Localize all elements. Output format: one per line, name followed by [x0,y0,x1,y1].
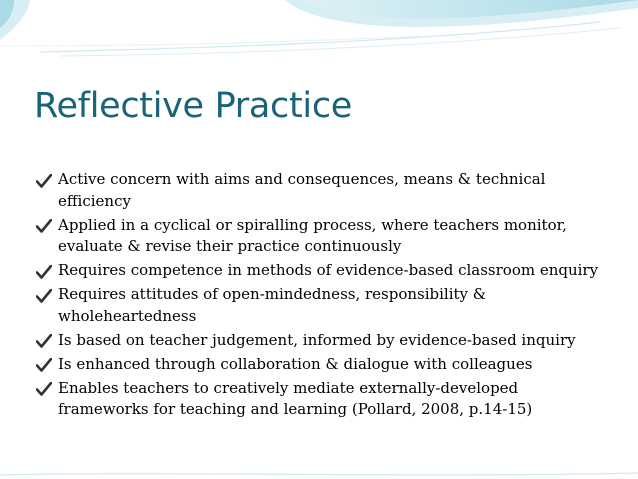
bullet-text: Applied in a cyclical or spiralling process, where teachers monitor, evaluate & revise their practice continuously [58,215,567,255]
bullet-item [36,284,611,327]
bullet-text: Enables teachers to creatively mediate externally-developed frameworks for teaching and learning (Pollard, 2008, p.14-15) [58,378,533,418]
bullet-item [36,378,611,421]
bullet-list [36,169,611,423]
bullet-item [36,354,611,376]
bullet-text: Active concern with aims and consequences, means & technical efficiency [58,170,546,210]
checkmark-icon [36,219,52,233]
bullet-text: Is based on teacher judgement, informed by evidence-based inquiry [58,330,576,349]
checkmark-icon [36,174,52,188]
bullet-text: Requires competence in methods of evidence-based classroom enquiry [58,261,599,279]
bullet-item [36,169,611,212]
bullet-text: Requires attitudes of open-mindedness, responsibility & wholeheartedness [58,285,487,325]
top-wave-decoration [0,0,638,60]
checkmark-icon [36,358,52,372]
slide-title: Reflective Practice [34,86,353,126]
bullet-item [36,215,611,258]
bullet-item [36,260,611,282]
checkmark-icon [36,289,52,303]
checkmark-icon [36,382,52,396]
bottom-decoration [0,470,638,479]
checkmark-icon [36,265,52,279]
bullet-item [36,330,611,352]
checkmark-icon [36,334,52,348]
bullet-text: Is enhanced through collaboration & dialogue with colleagues [58,354,533,373]
